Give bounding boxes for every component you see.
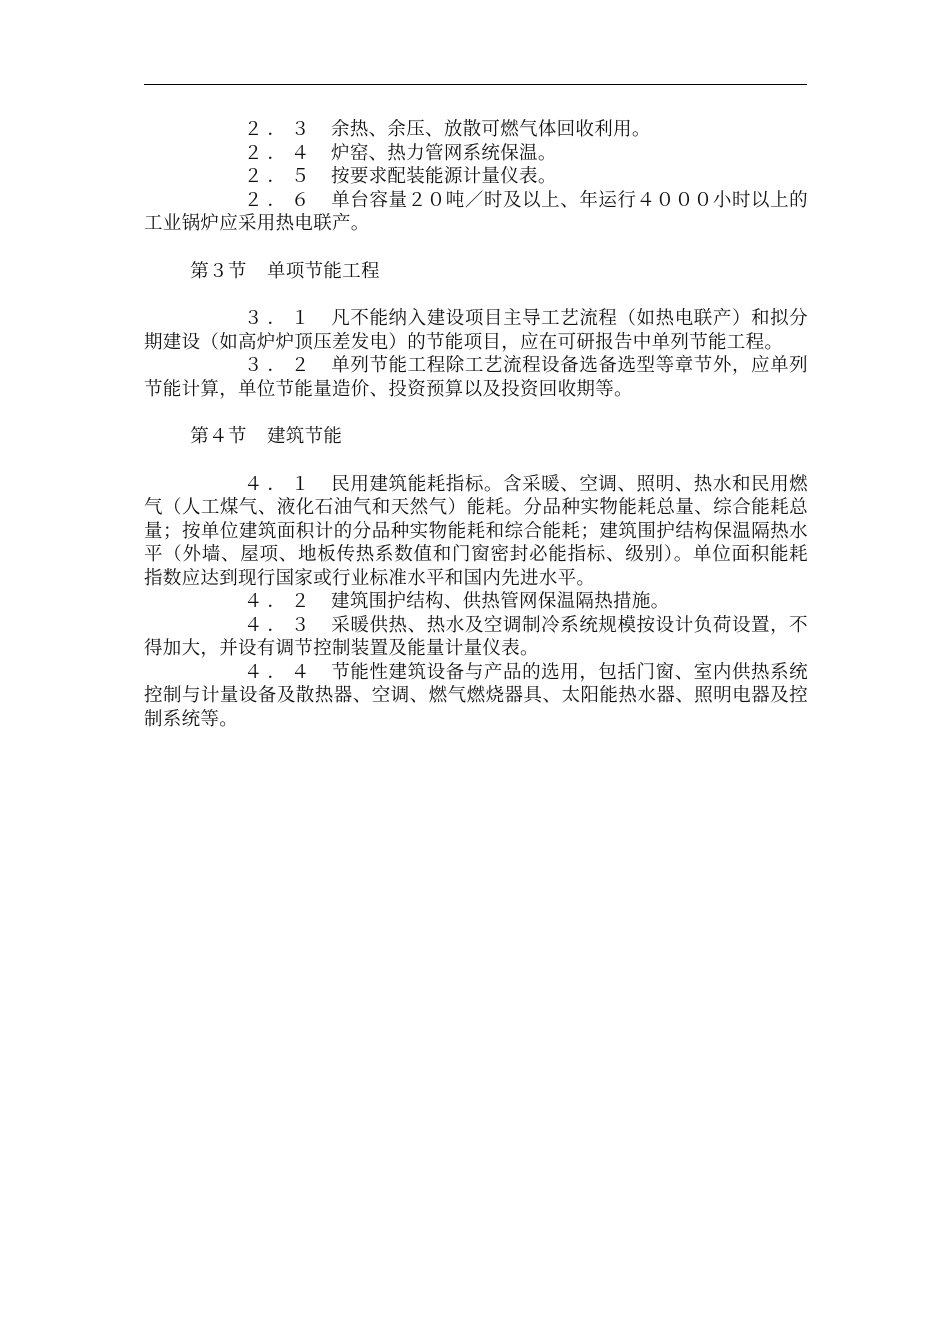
clause-text: 按要求配装能源计量仪表。 — [331, 166, 557, 187]
header-rule — [144, 84, 807, 85]
document-body — [144, 118, 808, 731]
clause-4-4 — [144, 661, 808, 732]
clause-number: ３．１ — [243, 308, 315, 329]
clause-text: 余热、余压、放散可燃气体回收利用。 — [331, 119, 651, 140]
clause-text: 节能性建筑设备与产品的选用，包括门窗、室内供热系统控制与计量设备及散热器、空调、燃气燃烧器具、太阳能热水器、照明电器及控制系统等。 — [144, 661, 808, 730]
clause-2-4 — [144, 142, 808, 166]
clause-number: ２．５ — [243, 166, 315, 187]
section-heading-4 — [144, 425, 808, 449]
clause-text: 民用建筑能耗指标。含采暖、空调、照明、热水和民用燃气（人工煤气、液化石油气和天然气）能耗。分品种实物能耗总量、综合能耗总量；按单位建筑面积计的分品种实物能耗和综合能耗；建筑围护结构保温隔热水平（外墙、屋项、地板传热系数值和门窗密封必能指标、级别）。单位面积能耗指数应达到现行国家或行业标准水平和国内先进水平。 — [144, 473, 808, 589]
clause-text: 单列节能工程除工艺流程设备选备选型等章节外，应单列节能计算，单位节能量造价、投资预算以及投资回收期等。 — [144, 355, 808, 400]
clause-2-3 — [144, 118, 808, 142]
section-number: 第３节 — [190, 260, 247, 282]
clause-text: 炉窑、热力管网系统保温。 — [331, 142, 557, 164]
clause-number: ４．１ — [243, 473, 315, 495]
clause-number: ３．２ — [243, 355, 315, 376]
clause-number: ４．２ — [243, 591, 315, 612]
clause-text: 凡不能纳入建设项目主导工艺流程（如热电联产）和拟分期建设（如高炉炉顶压差发电）的节能项目，应在可研报告中单列节能工程。 — [144, 308, 808, 353]
section-title: 建筑节能 — [267, 426, 343, 447]
clause-3-2 — [144, 354, 808, 401]
clause-number: ４．３ — [243, 614, 315, 636]
section-heading-3 — [144, 260, 808, 284]
clause-3-1 — [144, 307, 808, 354]
clause-number: ２．４ — [243, 142, 315, 164]
clause-4-1 — [144, 473, 808, 591]
clause-number: ２．３ — [243, 119, 315, 140]
clause-4-2 — [144, 590, 808, 614]
clause-text: 单台容量２０吨／时及以上、年运行４０００小时以上的工业锅炉应采用热电联产。 — [144, 189, 808, 234]
clause-2-6 — [144, 189, 808, 236]
clause-number: ２．６ — [243, 189, 315, 211]
clause-number: ４．４ — [243, 661, 315, 683]
section-number: 第４节 — [190, 426, 247, 447]
clause-4-3 — [144, 614, 808, 661]
clause-2-5 — [144, 165, 808, 189]
clause-text: 建筑围护结构、供热管网保温隔热措施。 — [331, 591, 670, 612]
clause-text: 采暖供热、热水及空调制冷系统规模按设计负荷设置，不得加大，并设有调节控制装置及能量计量仪表。 — [144, 614, 808, 659]
section-title: 单项节能工程 — [267, 260, 380, 282]
